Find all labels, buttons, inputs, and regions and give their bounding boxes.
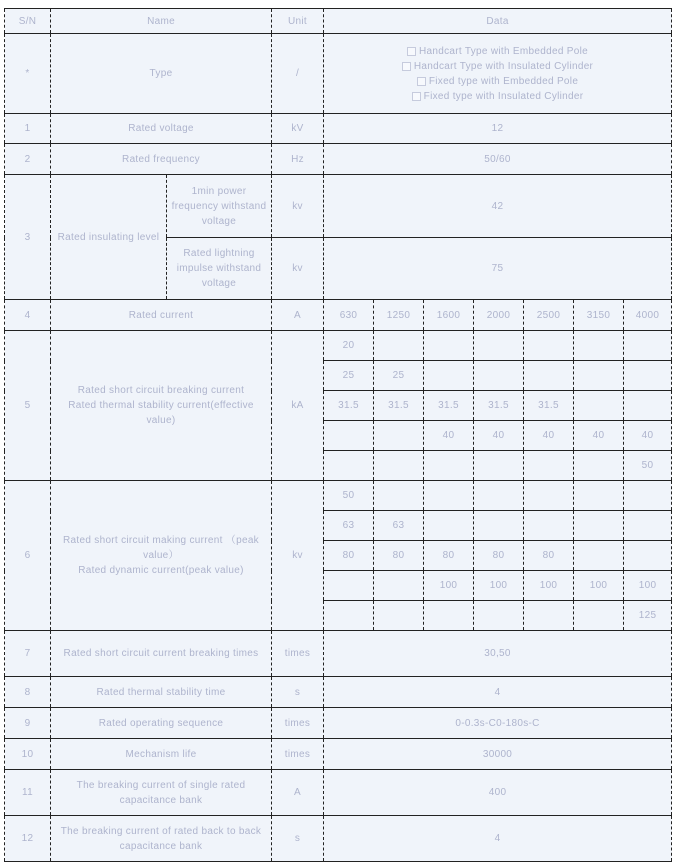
row3-sub1-name: 1min power frequency withstand voltage	[167, 175, 272, 238]
grid-cell: 40	[574, 421, 624, 451]
grid-cell: 80	[474, 541, 524, 571]
row-10	[5, 739, 672, 770]
row4-data-cell: 4000	[624, 300, 672, 331]
grid-cell	[524, 361, 574, 391]
type-option-4	[328, 89, 667, 104]
row5-name	[51, 331, 272, 481]
grid-cell	[624, 481, 672, 511]
row1-name: Rated voltage	[51, 114, 272, 144]
row12-unit: s	[272, 816, 324, 862]
row11-data: 400	[324, 770, 672, 816]
grid-cell	[474, 361, 524, 391]
grid-cell: 100	[424, 571, 474, 601]
row4-data-cell: 3150	[574, 300, 624, 331]
row-11	[5, 770, 672, 816]
row5-unit: kA	[272, 331, 324, 481]
grid-cell: 80	[424, 541, 474, 571]
grid-cell: 40	[524, 421, 574, 451]
row3-sub2-name: Rated lightning impulse withstand voltage	[167, 238, 272, 300]
grid-cell	[474, 511, 524, 541]
row6-name-line2: Rated dynamic current(peak value)	[78, 565, 244, 576]
grid-cell	[574, 481, 624, 511]
type-option-label: Fixed type with Insulated Cylinder	[423, 90, 584, 102]
row6-name	[51, 481, 272, 631]
grid-cell	[474, 451, 524, 481]
grid-cell: 40	[424, 421, 474, 451]
grid-cell	[424, 511, 474, 541]
grid-cell	[574, 601, 624, 631]
checkbox-icon[interactable]	[412, 92, 421, 101]
row4-data-cell: 2500	[524, 300, 574, 331]
grid-cell	[624, 511, 672, 541]
row-5a	[5, 331, 672, 361]
grid-cell: 31.5	[424, 391, 474, 421]
grid-cell	[474, 331, 524, 361]
grid-cell	[374, 451, 424, 481]
row-9	[5, 708, 672, 739]
grid-cell	[624, 541, 672, 571]
grid-cell: 63	[324, 511, 374, 541]
grid-cell: 31.5	[324, 391, 374, 421]
grid-cell	[324, 571, 374, 601]
row-8	[5, 677, 672, 708]
row4-data-cell: 1600	[424, 300, 474, 331]
row4-unit: A	[272, 300, 324, 331]
row3-sub2-data: 75	[324, 238, 672, 300]
grid-cell	[524, 601, 574, 631]
row9-unit: times	[272, 708, 324, 739]
row2-unit: Hz	[272, 144, 324, 175]
row2-sn: 2	[5, 144, 51, 175]
grid-cell	[474, 601, 524, 631]
grid-cell	[624, 331, 672, 361]
grid-cell	[574, 541, 624, 571]
grid-cell: 31.5	[474, 391, 524, 421]
type-option-3	[328, 74, 667, 89]
grid-cell: 80	[324, 541, 374, 571]
row5-name-line1: Rated short circuit breaking current	[77, 385, 245, 396]
grid-cell: 31.5	[374, 391, 424, 421]
row2-name: Rated frequency	[51, 144, 272, 175]
row4-data-cell: 1250	[374, 300, 424, 331]
grid-cell	[374, 481, 424, 511]
grid-cell: 63	[374, 511, 424, 541]
grid-cell	[524, 481, 574, 511]
row12-name: The breaking current of rated back to back capacitance bank	[51, 816, 272, 862]
grid-cell	[624, 391, 672, 421]
row11-sn: 11	[5, 770, 51, 816]
grid-cell	[374, 331, 424, 361]
type-name: Type	[51, 34, 272, 114]
grid-cell	[424, 331, 474, 361]
grid-cell: 50	[624, 451, 672, 481]
grid-cell	[574, 511, 624, 541]
grid-cell	[524, 451, 574, 481]
row8-data: 4	[324, 677, 672, 708]
grid-cell	[424, 481, 474, 511]
grid-cell	[374, 421, 424, 451]
row5-sn: 5	[5, 331, 51, 481]
row9-sn: 9	[5, 708, 51, 739]
type-option-label: Handcart Type with Insulated Cylinder	[413, 60, 594, 72]
checkbox-icon[interactable]	[407, 47, 416, 56]
row9-name: Rated operating sequence	[51, 708, 272, 739]
grid-cell	[424, 601, 474, 631]
row4-name: Rated current	[51, 300, 272, 331]
grid-cell	[624, 361, 672, 391]
row4-sn: 4	[5, 300, 51, 331]
row-2	[5, 144, 672, 175]
grid-cell: 100	[474, 571, 524, 601]
row11-unit: A	[272, 770, 324, 816]
type-sn: *	[5, 34, 51, 114]
grid-cell: 40	[474, 421, 524, 451]
header-name: Name	[51, 9, 272, 34]
row3-sub1-unit: kv	[272, 175, 324, 238]
grid-cell	[374, 601, 424, 631]
checkbox-icon[interactable]	[417, 77, 426, 86]
row-6a	[5, 481, 672, 511]
grid-cell	[574, 331, 624, 361]
grid-cell: 25	[324, 361, 374, 391]
row7-name: Rated short circuit current breaking times	[51, 631, 272, 677]
row8-name: Rated thermal stability time	[51, 677, 272, 708]
row-3a	[5, 175, 672, 238]
row6-unit: kv	[272, 481, 324, 631]
grid-cell	[574, 451, 624, 481]
row6-sn: 6	[5, 481, 51, 631]
type-unit: /	[272, 34, 324, 114]
row3-name: Rated insulating level	[51, 175, 167, 300]
row-7	[5, 631, 672, 677]
row7-unit: times	[272, 631, 324, 677]
type-options-cell	[324, 34, 672, 114]
row4-data-cell: 630	[324, 300, 374, 331]
grid-cell	[474, 481, 524, 511]
row-1	[5, 114, 672, 144]
grid-cell	[324, 601, 374, 631]
row-12	[5, 816, 672, 862]
row5-name-line2: Rated thermal stability current(effective value)	[68, 400, 254, 426]
row9-data: 0-0.3s-C0-180s-C	[324, 708, 672, 739]
row3-sub1-data: 42	[324, 175, 672, 238]
row10-unit: times	[272, 739, 324, 770]
row1-unit: kV	[272, 114, 324, 144]
grid-cell	[324, 421, 374, 451]
grid-cell: 80	[524, 541, 574, 571]
grid-cell	[374, 571, 424, 601]
grid-cell	[424, 361, 474, 391]
row3-sub2-unit: kv	[272, 238, 324, 300]
row10-data: 30000	[324, 739, 672, 770]
grid-cell: 125	[624, 601, 672, 631]
grid-cell	[574, 391, 624, 421]
row10-name: Mechanism life	[51, 739, 272, 770]
row11-name: The breaking current of single rated capacitance bank	[51, 770, 272, 816]
grid-cell	[574, 361, 624, 391]
type-option-label: Handcart Type with Embedded Pole	[419, 45, 588, 57]
row8-unit: s	[272, 677, 324, 708]
row7-sn: 7	[5, 631, 51, 677]
header-row	[5, 9, 672, 34]
row1-sn: 1	[5, 114, 51, 144]
row10-sn: 10	[5, 739, 51, 770]
type-row	[5, 34, 672, 114]
grid-cell: 31.5	[524, 391, 574, 421]
row1-data: 12	[324, 114, 672, 144]
row7-data: 30,50	[324, 631, 672, 677]
grid-cell	[424, 451, 474, 481]
type-option-1	[328, 44, 667, 59]
type-option-2	[328, 59, 667, 74]
grid-cell: 40	[624, 421, 672, 451]
header-unit: Unit	[272, 9, 324, 34]
grid-cell: 25	[374, 361, 424, 391]
grid-cell	[324, 451, 374, 481]
grid-cell: 100	[574, 571, 624, 601]
row2-data: 50/60	[324, 144, 672, 175]
row6-name-line1: Rated short circuit making current （peak value）	[63, 535, 259, 561]
row8-sn: 8	[5, 677, 51, 708]
row4-data-cell: 2000	[474, 300, 524, 331]
grid-cell	[524, 511, 574, 541]
header-data: Data	[324, 9, 672, 34]
checkbox-icon[interactable]	[402, 62, 411, 71]
grid-cell	[524, 331, 574, 361]
grid-cell: 20	[324, 331, 374, 361]
type-option-label: Fixed type with Embedded Pole	[428, 75, 579, 87]
row-4	[5, 300, 672, 331]
row12-data: 4	[324, 816, 672, 862]
grid-cell: 50	[324, 481, 374, 511]
row12-sn: 12	[5, 816, 51, 862]
grid-cell: 80	[374, 541, 424, 571]
row3-sn: 3	[5, 175, 51, 300]
grid-cell: 100	[524, 571, 574, 601]
spec-table	[4, 8, 672, 862]
header-sn: S/N	[5, 9, 51, 34]
grid-cell: 100	[624, 571, 672, 601]
